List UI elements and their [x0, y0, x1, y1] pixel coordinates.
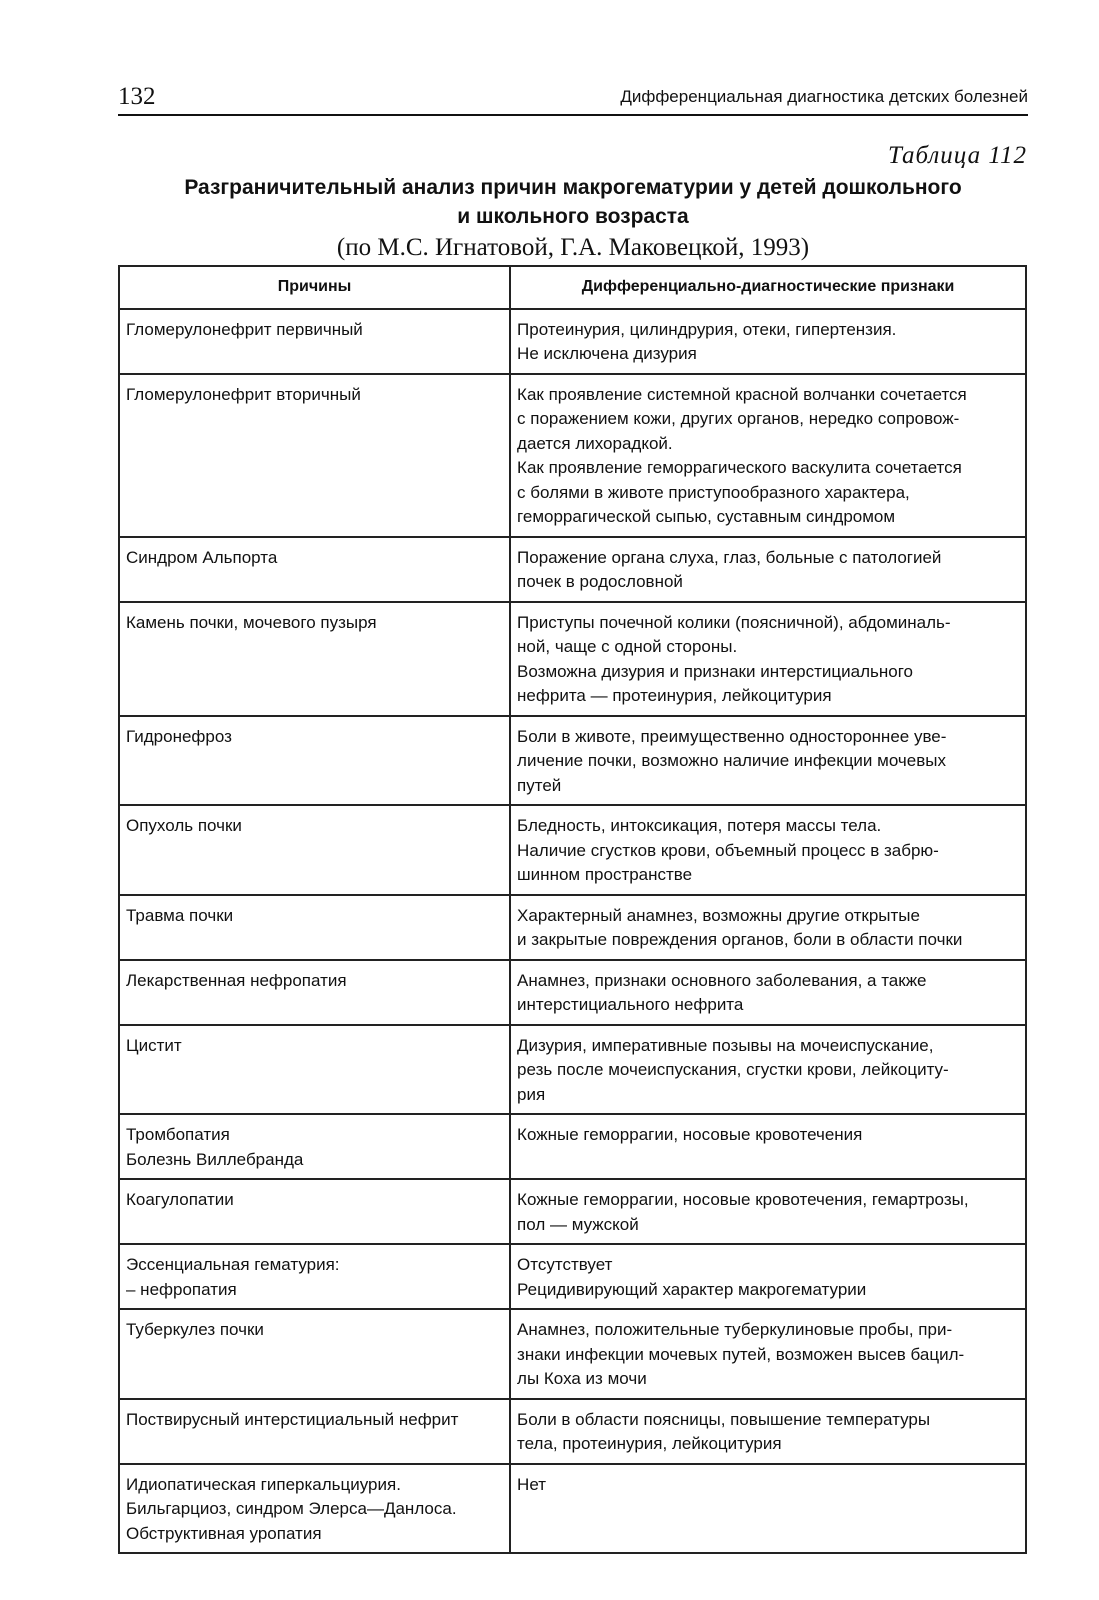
table-title-line-1: Разграничительный анализ причин макрогематурии у детей дошкольного — [184, 176, 962, 199]
cause-text: Тромбопатия — [126, 1125, 230, 1144]
cause-cell — [119, 1025, 510, 1115]
signs-text: Кожные геморрагии, носовые кровотечения — [517, 1125, 863, 1144]
signs-cell — [510, 537, 1026, 602]
signs-text: Отсутствует — [517, 1255, 613, 1274]
table-subtitle: (по М.С. Игнатовой, Г.А. Маковецкой, 1993) — [336, 234, 810, 261]
table-row — [119, 1114, 1026, 1179]
signs-text: Анамнез, положительные туберкулиновые пробы, при- — [517, 1320, 953, 1339]
cause-text: Цистит — [126, 1035, 182, 1055]
signs-text: с болями в животе приступообразного характера, — [517, 482, 910, 502]
signs-cell — [510, 1025, 1026, 1115]
signs-text: Поражение органа слуха, глаз, больные с патологией — [517, 547, 942, 567]
table-row — [119, 1244, 1026, 1309]
cause-cell — [119, 805, 510, 895]
cause-cell — [119, 602, 510, 716]
table-row — [119, 1025, 1026, 1115]
cause-text: Опухоль почки — [126, 816, 242, 835]
cause-cell — [119, 895, 510, 960]
cause-text: – нефропатия — [126, 1279, 237, 1299]
signs-cell — [510, 1179, 1026, 1244]
signs-text: Кожные геморрагии, носовые кровотечения, гемартрозы, — [517, 1190, 969, 1209]
signs-text: Боли в животе, преимущественно одностороннее уве- — [517, 726, 947, 746]
running-title: Дифференциальная диагностика детских болезней — [620, 87, 1028, 106]
table-row — [119, 1464, 1026, 1554]
table-header-row — [119, 266, 1026, 309]
signs-text: Приступы почечной колики (поясничной), абдоминаль- — [517, 612, 951, 632]
signs-text: Анамнез, признаки основного заболевания, а также — [517, 970, 927, 990]
signs-text: Нет — [517, 1474, 546, 1494]
signs-text: с поражением кожи, других органов, нередко сопровож- — [517, 409, 960, 428]
table-row — [119, 1309, 1026, 1399]
table-row — [119, 537, 1026, 602]
signs-cell — [510, 1114, 1026, 1179]
cause-text: Обструктивная уропатия — [126, 1523, 322, 1543]
signs-cell — [510, 1309, 1026, 1399]
cause-cell — [119, 1244, 510, 1309]
signs-text: почек в родословной — [517, 572, 683, 591]
cause-text: Гломерулонефрит первичный — [126, 319, 363, 339]
signs-text: пол — мужской — [517, 1214, 639, 1234]
signs-cell — [510, 309, 1026, 374]
signs-cell — [510, 374, 1026, 537]
signs-cell — [510, 805, 1026, 895]
table-row — [119, 805, 1026, 895]
signs-text: геморрагической сыпью, суставным синдромом — [517, 507, 896, 526]
cause-cell — [119, 716, 510, 806]
signs-cell — [510, 895, 1026, 960]
signs-text: Бледность, интоксикация, потеря массы тела. — [517, 816, 882, 835]
signs-cell — [510, 960, 1026, 1025]
table-row — [119, 960, 1026, 1025]
signs-text: нефрита — протеинурия, лейкоцитурия — [517, 686, 832, 705]
table-row — [119, 309, 1026, 374]
signs-text: Не исключена дизурия — [517, 344, 697, 363]
signs-text: Наличие сгустков крови, объемный процесс в забрю- — [517, 840, 939, 860]
cause-cell — [119, 1114, 510, 1179]
cause-text: Болезнь Виллебранда — [126, 1149, 304, 1169]
signs-text: Протеинурия, цилиндрурия, отеки, гипертензия. — [517, 319, 897, 339]
table-row — [119, 1179, 1026, 1244]
signs-text: Как проявление системной красной волчанки сочетается — [517, 384, 967, 404]
table-title-line-2: и школьного возраста — [457, 205, 689, 228]
table-label: Таблица 112 — [887, 142, 1027, 169]
cause-text: Травма почки — [126, 905, 234, 925]
table-row — [119, 895, 1026, 960]
signs-cell — [510, 1464, 1026, 1554]
cause-cell — [119, 537, 510, 602]
cause-cell — [119, 960, 510, 1025]
cause-text: Лекарственная нефропатия — [126, 970, 347, 990]
column-header-signs: Дифференциально-диагностические признаки — [510, 266, 1026, 309]
signs-cell — [510, 1399, 1026, 1464]
page-number: 132 — [118, 83, 156, 110]
cause-text: Синдром Альпорта — [126, 547, 278, 567]
cause-cell — [119, 374, 510, 537]
table-row — [119, 602, 1026, 716]
cause-text: Гломерулонефрит вторичный — [126, 384, 361, 404]
cause-text: Коагулопатии — [126, 1190, 234, 1209]
signs-text: и закрытые повреждения органов, боли в области почки — [517, 930, 963, 949]
cause-text: Бильгарциоз, синдром Элерса—Данлоса. — [126, 1499, 457, 1518]
signs-text: Боли в области поясницы, повышение температуры — [517, 1409, 931, 1429]
signs-text: Характерный анамнез, возможны другие открытые — [517, 905, 920, 925]
cause-text: Идиопатическая гиперкальциурия. — [126, 1474, 401, 1494]
signs-text: тела, протеинурия, лейкоцитурия — [517, 1434, 782, 1453]
cause-cell — [119, 1464, 510, 1554]
table-body — [119, 309, 1026, 1554]
signs-cell — [510, 1244, 1026, 1309]
signs-text: Как проявление геморрагического васкулита сочетается — [517, 458, 962, 477]
signs-cell — [510, 716, 1026, 806]
table-row — [119, 374, 1026, 537]
signs-text: Дизурия, императивные позывы на мочеиспускание, — [517, 1035, 934, 1055]
signs-text: резь после мочеиспускания, сгустки крови, лейкоциту- — [517, 1060, 949, 1079]
cause-text: Туберкулез почки — [126, 1320, 264, 1339]
signs-text: ной, чаще с одной стороны. — [517, 637, 738, 656]
running-header — [118, 82, 1028, 116]
table-row — [119, 716, 1026, 806]
cause-text: Камень почки, мочевого пузыря — [126, 612, 377, 632]
cause-text: Гидронефроз — [126, 726, 232, 746]
column-header-causes: Причины — [119, 266, 510, 309]
signs-text: шинном пространстве — [517, 865, 693, 884]
signs-text: Возможна дизурия и признаки интерстициального — [517, 661, 913, 681]
signs-text: лы Коха из мочи — [517, 1369, 647, 1388]
cause-cell — [119, 309, 510, 374]
signs-text: интерстициального нефрита — [517, 995, 744, 1014]
cause-cell — [119, 1179, 510, 1244]
table-row — [119, 1399, 1026, 1464]
cause-text: Эссенциальная гематурия: — [126, 1255, 340, 1274]
signs-cell — [510, 602, 1026, 716]
cause-text: Поствирусный интерстициальный нефрит — [126, 1409, 459, 1429]
signs-text: личение почки, возможно наличие инфекции мочевых — [517, 751, 946, 770]
signs-text: рия — [517, 1084, 546, 1104]
signs-text: дается лихорадкой. — [517, 433, 673, 453]
diagnosis-table — [118, 265, 1027, 1554]
cause-cell — [119, 1399, 510, 1464]
signs-text: Рецидивирующий характер макрогематурии — [517, 1279, 867, 1299]
signs-text: путей — [517, 775, 562, 795]
signs-text: знаки инфекции мочевых путей, возможен высев бацил- — [517, 1344, 965, 1364]
cause-cell — [119, 1309, 510, 1399]
